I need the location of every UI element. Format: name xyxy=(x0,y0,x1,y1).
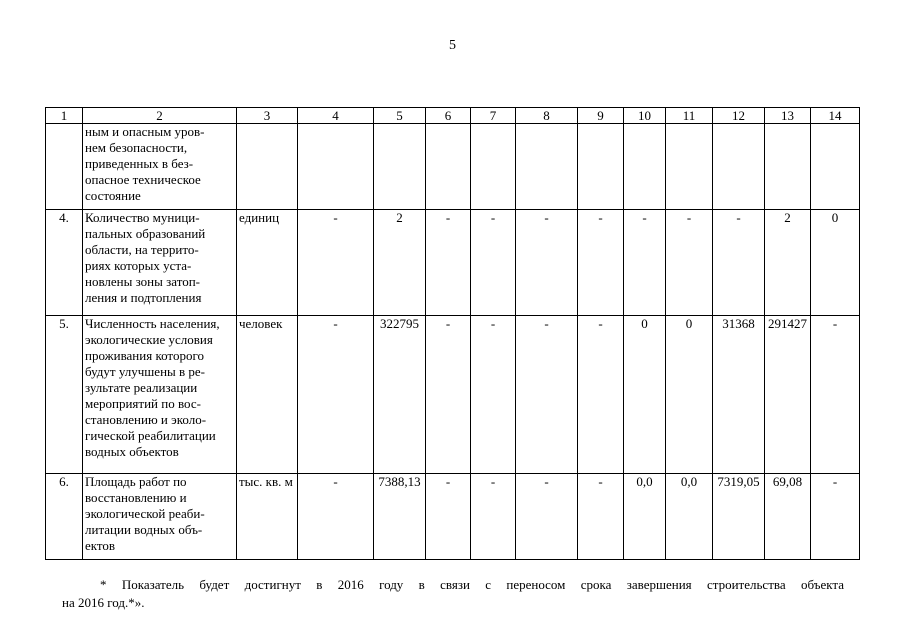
footnote-line-2: на 2016 год.*». xyxy=(62,595,145,610)
table-cell: 0,0 xyxy=(624,474,666,560)
header-cell: 12 xyxy=(713,108,765,124)
table-header-row xyxy=(46,108,860,124)
table-cell xyxy=(666,124,713,210)
table-cell xyxy=(811,124,860,210)
indicator-name-cell: ным и опасным уров- нем безопасности, приведенных в без- опасное техническое состояние xyxy=(83,124,237,210)
table-cell: 0 xyxy=(624,316,666,474)
table-cell xyxy=(516,124,578,210)
table-row xyxy=(46,316,860,474)
table-cell: - xyxy=(811,316,860,474)
table-cell: - xyxy=(298,210,374,316)
table-cell xyxy=(624,124,666,210)
row-number-cell: 4. xyxy=(46,210,83,316)
table-cell: 2 xyxy=(765,210,811,316)
table-cell: 2 xyxy=(374,210,426,316)
table-cell xyxy=(237,124,298,210)
footnote xyxy=(62,576,844,612)
indicator-name-cell: Численность населения, экологические условия проживания которого будут улучшены в ре- зультате реализации мероприятий по вос- становлению и эколо- гической реабилитации водных объектов xyxy=(83,316,237,474)
table-cell: - xyxy=(666,210,713,316)
table-cell xyxy=(374,124,426,210)
table-cell: - xyxy=(578,210,624,316)
table-cell: 0 xyxy=(666,316,713,474)
table-row xyxy=(46,474,860,560)
table-cell: 69,08 xyxy=(765,474,811,560)
indicators-table xyxy=(45,107,860,560)
table-cell: - xyxy=(471,474,516,560)
table-cell xyxy=(298,124,374,210)
table-row xyxy=(46,210,860,316)
table-cell: единиц xyxy=(237,210,298,316)
header-cell: 3 xyxy=(237,108,298,124)
table-cell: человек xyxy=(237,316,298,474)
table-cell: - xyxy=(298,316,374,474)
header-cell: 1 xyxy=(46,108,83,124)
table-cell: 7319,05 xyxy=(713,474,765,560)
table-cell: 0,0 xyxy=(666,474,713,560)
table-cell xyxy=(471,124,516,210)
table-cell: 31368 xyxy=(713,316,765,474)
table-cell: - xyxy=(713,210,765,316)
table-cell: - xyxy=(578,316,624,474)
row-number-cell xyxy=(46,124,83,210)
row-number-cell: 6. xyxy=(46,474,83,560)
table-cell: - xyxy=(516,316,578,474)
header-cell: 13 xyxy=(765,108,811,124)
table-cell xyxy=(426,124,471,210)
table-cell: - xyxy=(516,474,578,560)
header-cell: 9 xyxy=(578,108,624,124)
table-cell: - xyxy=(426,474,471,560)
table-cell: 322795 xyxy=(374,316,426,474)
table-cell: - xyxy=(624,210,666,316)
header-cell: 14 xyxy=(811,108,860,124)
footnote-line-1: * Показатель будет достигнут в 2016 году в связи с переносом срока завершения строительства объекта xyxy=(100,577,844,592)
table-cell: тыс. кв. м xyxy=(237,474,298,560)
table-cell: 7388,13 xyxy=(374,474,426,560)
table-cell: 0 xyxy=(811,210,860,316)
table-body xyxy=(46,108,860,560)
table-cell xyxy=(765,124,811,210)
table-cell: - xyxy=(298,474,374,560)
table-cell: - xyxy=(471,210,516,316)
table-cell: - xyxy=(578,474,624,560)
header-cell: 11 xyxy=(666,108,713,124)
indicator-name-cell: Площадь работ по восстановлению и экологической реаби- литации водных объ- ектов xyxy=(83,474,237,560)
header-cell: 4 xyxy=(298,108,374,124)
table-cell: - xyxy=(516,210,578,316)
page-number: 5 xyxy=(449,38,456,53)
header-cell: 8 xyxy=(516,108,578,124)
indicator-name-cell: Количество муници- пальных образований области, на террито- риях которых уста- новлены зоны затоп- ления и подтопления xyxy=(83,210,237,316)
table-cell xyxy=(578,124,624,210)
table-cell: - xyxy=(471,316,516,474)
table-cell: - xyxy=(811,474,860,560)
row-number-cell: 5. xyxy=(46,316,83,474)
table-cell: - xyxy=(426,210,471,316)
header-cell: 10 xyxy=(624,108,666,124)
header-cell: 2 xyxy=(83,108,237,124)
header-cell: 7 xyxy=(471,108,516,124)
table-cell: 291427 xyxy=(765,316,811,474)
header-cell: 5 xyxy=(374,108,426,124)
table-cell: - xyxy=(426,316,471,474)
table-cell xyxy=(713,124,765,210)
table-row xyxy=(46,124,860,210)
header-cell: 6 xyxy=(426,108,471,124)
